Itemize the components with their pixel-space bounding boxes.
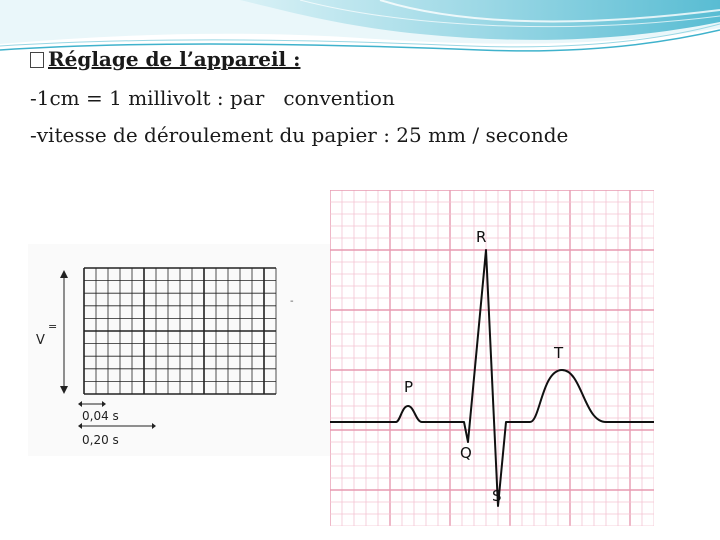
body-line-calibration: -1cm = 1 millivolt : par convention [30,86,395,110]
time-large-label: 0,20 s [82,433,119,447]
wave-label-q: Q [460,444,472,462]
voltage-marker: = [48,320,58,333]
slide-title [30,47,300,71]
scan-mark: - [290,296,294,307]
slide-title-text: Réglage de l’appareil : [48,47,301,71]
wave-label-r: R [476,228,487,246]
ecg-figure [330,190,654,526]
wave-label-s: S [492,487,502,505]
body-line-paper-speed: -vitesse de déroulement du papier : 25 mm / seconde [30,123,569,147]
wave-label-p: P [404,378,414,396]
missing-glyph-box-icon [30,52,44,68]
voltage-label: V [36,333,45,348]
calibration-grid-figure [28,244,330,456]
time-small-label: 0,04 s [82,409,119,423]
wave-label-t: T [554,344,564,362]
